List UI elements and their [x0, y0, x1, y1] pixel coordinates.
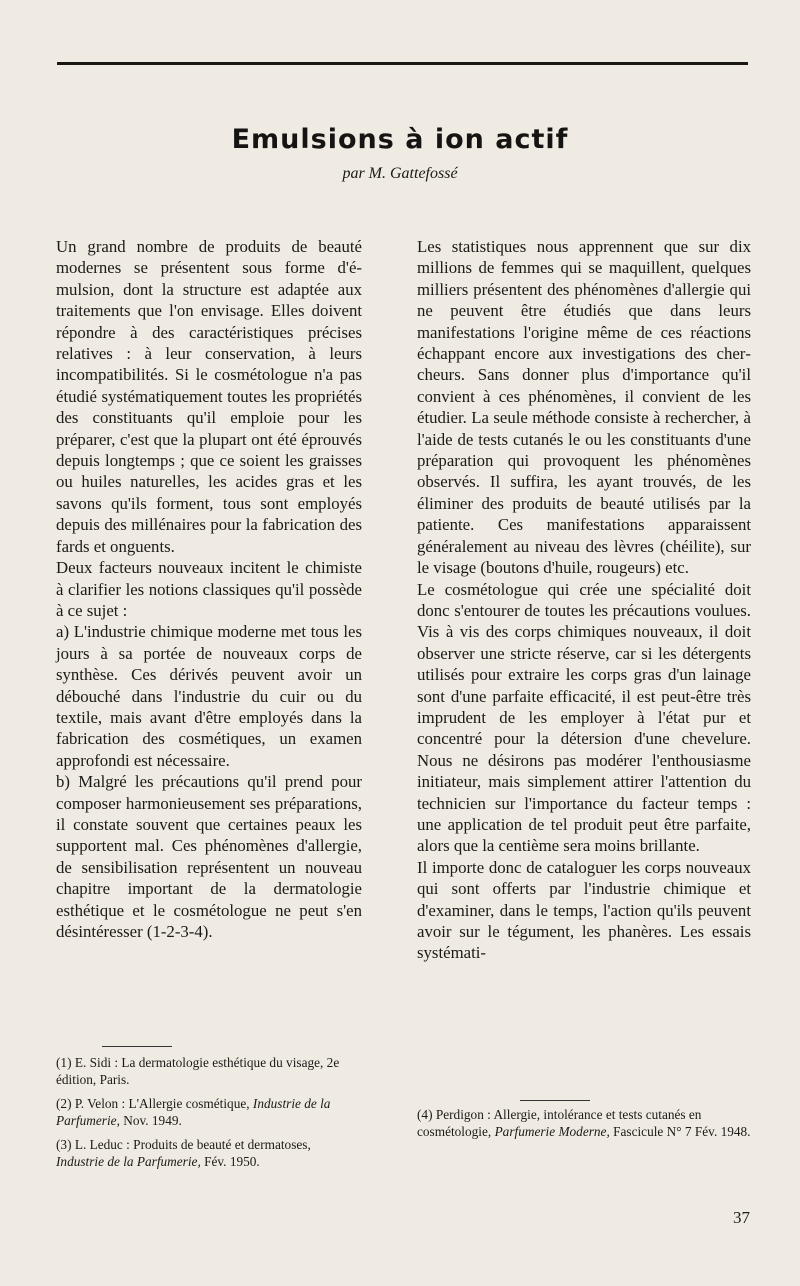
footnote-text: La dermatologie esthétique du visage, 2e édition, Paris.: [56, 1055, 340, 1087]
footnote: [56, 1055, 362, 1088]
footnote-rule: [520, 1100, 590, 1101]
column-left: [56, 236, 362, 942]
paragraph: Les statistiques nous apprennent que sur dix millions de femmes qui se maquillent, quelques milliers présentent des phénomènes d'allergie qui ne peuvent être étudiés que dans leurs manifestations l'origine même de ces réactions échappant encore aux investigations des chercheurs. Sans donner plus d'importance qu'il convient à ces phénomènes, il convient de les étudier. La seule méthode consiste à rechercher, à l'aide de tests cutanés le ou les constituants d'une préparation qui provoquent les phénomènes observés. Il suffira, les ayant trouvés, de les éliminer des produits de beauté utilisés par la patiente. Ces manifestations apparaissent généralement au niveau des lèvres (chéilite), sur le visage (boutons d'huile, rougeurs) etc.: [417, 237, 751, 578]
footnote-ref: (4) Perdigon :: [417, 1107, 494, 1122]
footnote-source: Industrie de la Parfumerie,: [56, 1153, 201, 1169]
article-title: Emulsions à ion actif: [231, 124, 569, 155]
paragraph: Un grand nombre de produits de beauté modernes se présentent sous forme d'émulsion, dont la structure est adaptée aux traitements que l'on envisage. Elles doivent répondre à des caractéristiques précises relatives : à leur conservation, à leurs incompatibilités. Si le cosmétologue n'a pas étudié systématiquement toutes les propriétés des constituants qu'il emploie pour les préparer, c'est que la plupart ont été éprouvés depuis longtemps ; que ce soient les graisses ou huiles naturelles, les acides gras et les savons qu'ils forment, tous sont employés depuis des millénaires pour la fabrication des fards et onguents.: [56, 237, 362, 556]
footnote: [417, 1107, 751, 1140]
footnote-text: Produits de beauté et dermatoses,: [133, 1137, 311, 1153]
footnote-source: Parfumerie Moderne,: [494, 1123, 610, 1139]
paragraph: b) Malgré les précautions qu'il prend pour composer harmonieusement ses préparations, il constate souvent que certaines peaux les supportent mal. Ces phénomènes d'allergie, de sensibilisation représentent un nouveau chapitre important de la dermatologie esthétique et le cosmétologue ne peut s'en désintéresser (1-2-3-4).: [56, 772, 362, 941]
footnote-text: L'Allergie cosmétique,: [128, 1096, 253, 1112]
paragraph: Il importe donc de cataloguer les corps nouveaux qui sont offerts par l'industrie chimique et d'examiner, dans le temps, l'action qu'ils peuvent avoir sur le tégument, les phanères. Les essais systémati-: [417, 857, 751, 963]
footnote-text: Allergie, intolérance et tests cutanés en cosmétologie,: [417, 1107, 702, 1139]
footnote-ref: (1) E. Sidi :: [56, 1055, 122, 1070]
footnote: [56, 1096, 362, 1129]
footnote-date: Fascicule N° 7 Fév. 1948.: [609, 1123, 751, 1139]
footnotes-right: [417, 1107, 751, 1148]
footnote-date: Fév. 1950.: [200, 1153, 260, 1169]
byline: par M. Gattefossé: [342, 165, 458, 182]
paragraph: Deux facteurs nouveaux incitent le chimiste à clarifier les notions classiques qu'il possède à ce sujet :: [56, 558, 362, 620]
footnote-source: Industrie de la Parfumerie,: [56, 1096, 331, 1128]
column-right: [417, 236, 751, 964]
footnote-date: Nov. 1949.: [119, 1112, 182, 1128]
paragraph: Le cosmétologue qui crée une spécialité doit donc s'entourer de toutes les précautions voulues. Vis à vis des corps chimiques nouveaux, il doit observer une stricte réserve, car si les détergents utilisés pour extraire les corps gras d'un lainage sont d'une parfaite efficacité, il est peut-être très imprudent de les employer à l'état pur et concentré pour la détersion d'une chevelure. Nous ne désirons pas modérer l'enthousiasme initiateur, mais simplement attirer l'attention du technicien sur l'importance du facteur temps : une application de tel produit peut être parfaite, alors que la centième sera moins brillante.: [417, 579, 751, 856]
footnote: [56, 1137, 362, 1170]
footnote-rule: [102, 1046, 172, 1047]
footnote-ref: (2) P. Velon :: [56, 1096, 129, 1112]
footnote-ref: (3) L. Leduc :: [56, 1137, 134, 1153]
paragraph: a) L'industrie chimique moderne met tous les jours à sa portée de nouveaux corps de synthèse. Ces dérivés peuvent avoir un débouché dans l'industrie du cuir ou du textile, mais avant d'être employés dans la fabrication des cosmétiques, un examen approfondi est nécessaire.: [56, 622, 362, 770]
footnotes-left: [56, 1055, 362, 1179]
page-number: 37: [733, 1208, 750, 1227]
header-rule: [57, 62, 748, 65]
